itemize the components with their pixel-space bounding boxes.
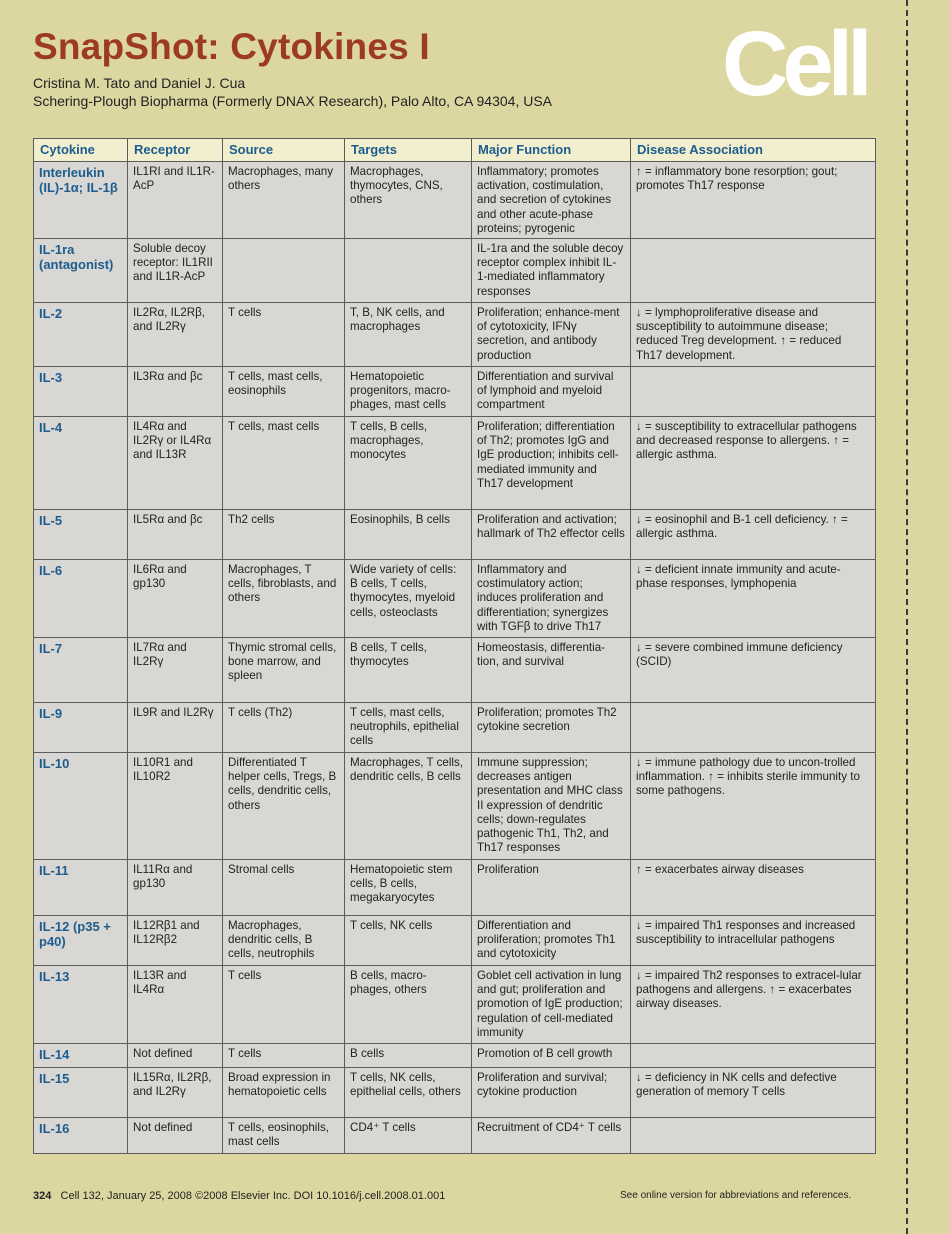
source-cell: Macrophages, dendritic cells, B cells, neutrophils [223, 916, 345, 966]
targets-cell: B cells, T cells, thymocytes [345, 638, 472, 703]
cytokine-cell: IL-12 (p35 + p40) [34, 916, 128, 966]
source-cell: Broad expression in hematopoietic cells [223, 1068, 345, 1118]
targets-cell: T cells, NK cells, epithelial cells, others [345, 1068, 472, 1118]
disease-cell: ↓ = severe combined immune deficiency (SCID) [631, 638, 876, 703]
page-number: 324 [33, 1190, 52, 1202]
function-cell: Goblet cell activation in lung and gut; proliferation and promotion of IgE production; regulation of cell-mediated immunity [472, 966, 631, 1044]
targets-cell: Hematopoietic stem cells, B cells, megakaryocytes [345, 860, 472, 916]
function-cell: Proliferation; differentiation of Th2; promotes IgG and IgE production; inhibits cell-mediated immunity and Th17 development [472, 417, 631, 510]
table-row [34, 638, 876, 703]
receptor-cell: IL9R and IL2Rγ [128, 703, 223, 753]
cytokine-cell: IL-6 [34, 560, 128, 638]
table-row [34, 1068, 876, 1118]
function-cell: IL-1ra and the soluble decoy receptor complex inhibit IL-1-mediated inflammatory responses [472, 239, 631, 303]
table-row [34, 916, 876, 966]
table-row [34, 303, 876, 367]
disease-cell [631, 1044, 876, 1068]
receptor-cell: IL3Rα and βc [128, 367, 223, 417]
function-cell: Differentiation and survival of lymphoid and myeloid compartment [472, 367, 631, 417]
source-cell: Stromal cells [223, 860, 345, 916]
disease-cell: ↓ = impaired Th1 responses and increased susceptibility to intracellular pathogens [631, 916, 876, 966]
col-header-major-function: Major Function [472, 139, 631, 162]
disease-cell [631, 1118, 876, 1154]
authors: Cristina M. Tato and Daniel J. Cua [33, 75, 246, 91]
page-title: SnapShot: Cytokines I [33, 26, 430, 67]
receptor-cell: IL11Rα and gp130 [128, 860, 223, 916]
function-cell: Homeostasis, differentia-tion, and survival [472, 638, 631, 703]
targets-cell: Wide variety of cells: B cells, T cells, thymocytes, myeloid cells, osteoclasts [345, 560, 472, 638]
col-header-receptor: Receptor [128, 139, 223, 162]
function-cell: Proliferation and survival; cytokine production [472, 1068, 631, 1118]
targets-cell: B cells, macro-phages, others [345, 966, 472, 1044]
cytokine-cell: IL-5 [34, 510, 128, 560]
targets-cell: T cells, NK cells [345, 916, 472, 966]
targets-cell: Macrophages, T cells, dendritic cells, B cells [345, 753, 472, 860]
receptor-cell: IL12Rβ1 and IL12Rβ2 [128, 916, 223, 966]
cytokine-cell: IL-7 [34, 638, 128, 703]
footer-citation [33, 1190, 445, 1202]
targets-cell: CD4⁺ T cells [345, 1118, 472, 1154]
receptor-cell: IL1RI and IL1R-AcP [128, 162, 223, 239]
targets-cell: B cells [345, 1044, 472, 1068]
receptor-cell: IL2Rα, IL2Rβ, and IL2Rγ [128, 303, 223, 367]
source-cell: T cells, mast cells, eosinophils [223, 367, 345, 417]
cytokine-table [33, 138, 876, 1154]
disease-cell: ↓ = impaired Th2 responses to extracel-lular pathogens and allergens. ↑ = exacerbates airway diseases. [631, 966, 876, 1044]
targets-cell: T cells, B cells, macrophages, monocytes [345, 417, 472, 510]
cytokine-cell: IL-9 [34, 703, 128, 753]
targets-cell: Eosinophils, B cells [345, 510, 472, 560]
table-row [34, 510, 876, 560]
targets-cell: T, B, NK cells, and macrophages [345, 303, 472, 367]
cytokine-cell: IL-16 [34, 1118, 128, 1154]
disease-cell [631, 703, 876, 753]
table-row [34, 239, 876, 303]
table-row [34, 703, 876, 753]
disease-cell: ↓ = susceptibility to extracellular pathogens and decreased response to allergens. ↑ = allergic asthma. [631, 417, 876, 510]
disease-cell [631, 239, 876, 303]
table-row [34, 1118, 876, 1154]
function-cell: Inflammatory and costimulatory action; induces proliferation and differentiation; synergizes with TGFβ to drive Th17 [472, 560, 631, 638]
cytokine-cell: IL-1ra (antagonist) [34, 239, 128, 303]
receptor-cell: IL10R1 and IL10R2 [128, 753, 223, 860]
receptor-cell: IL13R and IL4Rα [128, 966, 223, 1044]
function-cell: Proliferation and activation; hallmark of Th2 effector cells [472, 510, 631, 560]
receptor-cell: IL4Rα and IL2Rγ or IL4Rα and IL13R [128, 417, 223, 510]
source-cell: Macrophages, T cells, fibroblasts, and others [223, 560, 345, 638]
table-row [34, 860, 876, 916]
function-cell: Inflammatory; promotes activation, costimulation, and secretion of cytokines and other acute-phase proteins; pyrogenic [472, 162, 631, 239]
table-header-row [34, 139, 876, 162]
cytokine-cell: IL-2 [34, 303, 128, 367]
disease-cell: ↓ = deficient innate immunity and acute-phase responses, lymphopenia [631, 560, 876, 638]
disease-cell: ↓ = deficiency in NK cells and defective generation of memory T cells [631, 1068, 876, 1118]
function-cell: Proliferation; promotes Th2 cytokine secretion [472, 703, 631, 753]
cytokine-cell: IL-10 [34, 753, 128, 860]
source-cell: T cells [223, 303, 345, 367]
citation: Cell 132, January 25, 2008 ©2008 Elsevier Inc. DOI 10.1016/j.cell.2008.01.001 [60, 1190, 446, 1202]
targets-cell [345, 239, 472, 303]
col-header-targets: Targets [345, 139, 472, 162]
disease-cell: ↑ = exacerbates airway diseases [631, 860, 876, 916]
targets-cell: Hematopoietic progenitors, macro-phages, mast cells [345, 367, 472, 417]
cytokine-cell: IL-15 [34, 1068, 128, 1118]
function-cell: Recruitment of CD4⁺ T cells [472, 1118, 631, 1154]
disease-cell: ↓ = immune pathology due to uncon-trolled inflammation. ↑ = inhibits sterile immunity to some pathogens. [631, 753, 876, 860]
receptor-cell: Not defined [128, 1118, 223, 1154]
receptor-cell: IL6Rα and gp130 [128, 560, 223, 638]
function-cell: Proliferation; enhance-ment of cytotoxicity, IFNγ secretion, and antibody production [472, 303, 631, 367]
cytokine-cell: IL-14 [34, 1044, 128, 1068]
receptor-cell: IL15Rα, IL2Rβ, and IL2Rγ [128, 1068, 223, 1118]
disease-cell: ↓ = eosinophil and B-1 cell deficiency. ↑ = allergic asthma. [631, 510, 876, 560]
affiliation: Schering-Plough Biopharma (Formerly DNAX Research), Palo Alto, CA 94304, USA [33, 93, 553, 109]
table-row [34, 560, 876, 638]
function-cell: Promotion of B cell growth [472, 1044, 631, 1068]
source-cell [223, 239, 345, 303]
journal-logo: Cell [722, 13, 867, 115]
col-header-disease-association: Disease Association [631, 139, 876, 162]
footer-note: See online version for abbreviations and references. [620, 1190, 852, 1201]
function-cell: Proliferation [472, 860, 631, 916]
source-cell: T cells (Th2) [223, 703, 345, 753]
col-header-source: Source [223, 139, 345, 162]
source-cell: T cells [223, 966, 345, 1044]
cytokine-cell: IL-11 [34, 860, 128, 916]
col-header-cytokine: Cytokine [34, 139, 128, 162]
source-cell: T cells, eosinophils, mast cells [223, 1118, 345, 1154]
table-row [34, 367, 876, 417]
disease-cell [631, 367, 876, 417]
receptor-cell: Soluble decoy receptor: IL1RII and IL1R-AcP [128, 239, 223, 303]
table-row [34, 1044, 876, 1068]
function-cell: Immune suppression; decreases antigen presentation and MHC class II expression of dendritic cells; down-regulates pathogenic Th1, Th2, and Th17 responses [472, 753, 631, 860]
source-cell: Differentiated T helper cells, Tregs, B cells, dendritic cells, others [223, 753, 345, 860]
source-cell: Th2 cells [223, 510, 345, 560]
table-row [34, 966, 876, 1044]
cut-line [906, 0, 908, 1234]
cytokine-cell: IL-4 [34, 417, 128, 510]
receptor-cell: IL7Rα and IL2Rγ [128, 638, 223, 703]
function-cell: Differentiation and proliferation; promotes Th1 and cytotoxicity [472, 916, 631, 966]
disease-cell: ↓ = lymphoproliferative disease and susceptibility to autoimmune disease; reduced Treg development. ↑ = reduced Th17 development. [631, 303, 876, 367]
table-row [34, 753, 876, 860]
source-cell: T cells, mast cells [223, 417, 345, 510]
targets-cell: T cells, mast cells, neutrophils, epithelial cells [345, 703, 472, 753]
source-cell: Macrophages, many others [223, 162, 345, 239]
table-row [34, 162, 876, 239]
disease-cell: ↑ = inflammatory bone resorption; gout; promotes Th17 response [631, 162, 876, 239]
source-cell: Thymic stromal cells, bone marrow, and spleen [223, 638, 345, 703]
cytokine-cell: IL-13 [34, 966, 128, 1044]
source-cell: T cells [223, 1044, 345, 1068]
receptor-cell: IL5Rα and βc [128, 510, 223, 560]
targets-cell: Macrophages, thymocytes, CNS, others [345, 162, 472, 239]
table-row [34, 417, 876, 510]
cytokine-cell: Interleukin (IL)-1α; IL-1β [34, 162, 128, 239]
cytokine-cell: IL-3 [34, 367, 128, 417]
receptor-cell: Not defined [128, 1044, 223, 1068]
